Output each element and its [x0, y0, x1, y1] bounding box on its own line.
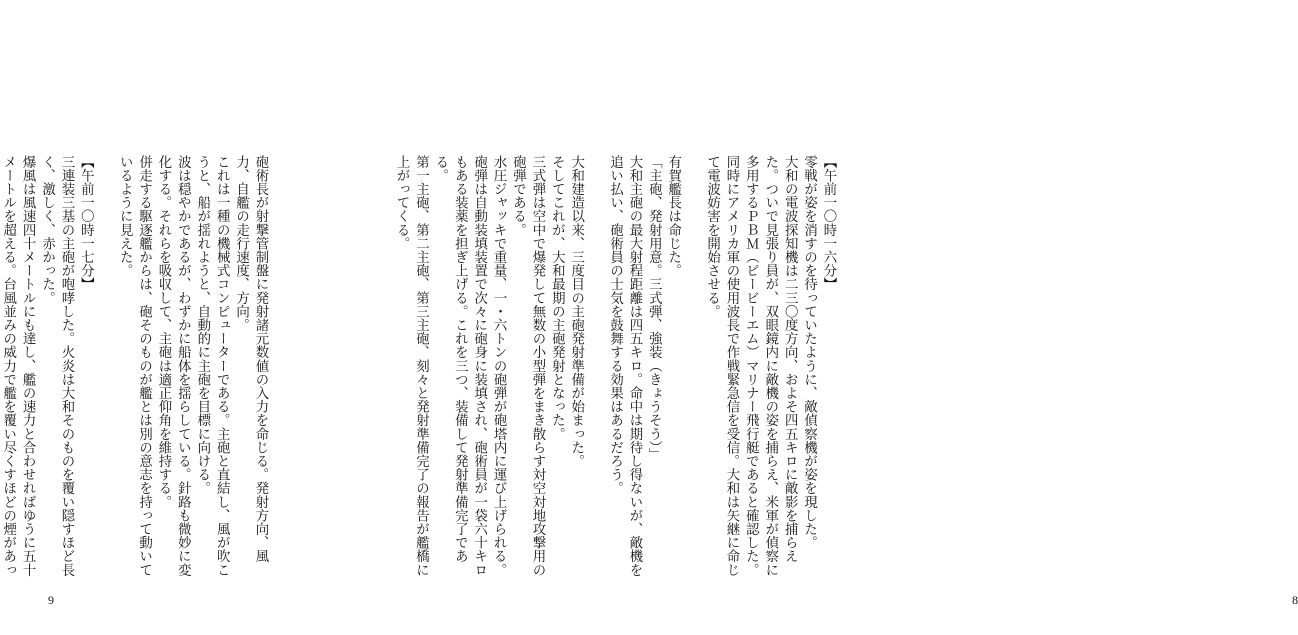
left-page [0, 0, 450, 635]
paragraph: 第一主砲、第二主砲、第三主砲、刻々と発射準備完了の報告が艦橋に上がってくる。 [394, 155, 429, 577]
blank-line [586, 155, 605, 169]
paragraph: 大和主砲の最大射程距離は四五キロ。命中は期待し得ないが、敵機を追い払い、砲術員の士気を鼓舞する効果はあるだろう。 [607, 155, 642, 577]
time-heading: 【午前一〇時一六分】 [821, 155, 836, 291]
paragraph: 「主砲、発射用意。三式弾、強装（きょうそう）」 [646, 155, 662, 462]
paragraph: 砲弾は自動装填装置で次々に砲身に装填され、砲術員が一袋六十キロもある装薬を担ぎ上げる。これを三つ、装備して発射準備完了である。 [432, 155, 487, 577]
blank-line [95, 155, 114, 169]
paragraph: そしてこれが、大和最期の主砲発射となった。 [549, 155, 565, 441]
paragraph: これは一種の機械式コンピューターである。主砲と直結し、風が吹こうと、船が揺れようと、自動的に主砲を目標に向ける。 [194, 155, 230, 577]
paragraph: 三連装三基の主砲が咆哮した。火炎は大和そのものを覆い隠すほど長く、激しく、赤かった。 [39, 155, 74, 577]
right-page [394, 0, 1298, 635]
blank-line [683, 155, 702, 169]
left-page-text [2, 155, 270, 585]
paragraph: 水圧ジャッキで重量、一・六トンの砲弾が砲塔内に運び上げられる。 [491, 155, 507, 577]
paragraph: 大和の電波探知機は二三〇度方向、およそ四五キロに敵影を捕らえた。ついで見張り員が、双眼鏡内に敵機の姿を捕らえ、米軍が偵察に多用するＰＢＭ（ピービーエム）マリナー飛行艇であると確認した。同時にアメリカ軍の使用波長で作戦緊急信を受信。大和は矢継に命じて電波妨害を開始させる。 [704, 155, 798, 577]
paragraph: 三式弾は空中で爆発して無数の小型弾をまき散らす対空対地攻撃用の砲弾である。 [510, 155, 545, 577]
paragraph: 有賀艦長は命じた。 [665, 155, 681, 278]
paragraph: 爆風は風速四十メートルにも達し、艦の速力と合わせればゆうに五十メートルを超える。台風並みの威力で艦を覆い尽くすほどの煙があっ [0, 155, 36, 577]
right-page-text [394, 155, 838, 585]
paragraph: 砲術長が射撃管制盤に発射諸元数値の入力を命じる。発射方向、風力、自艦の走行速度、方向。 [233, 155, 268, 563]
time-heading: 【午前一〇時一七分】 [78, 155, 94, 291]
paragraph: 波は穏やかであるが、わずかに船体を揺らしている。針路も微妙に変化する。それらを吸収して、主砲は適正仰角を維持する。 [155, 155, 191, 577]
page-number: 8 [1292, 593, 1298, 607]
paragraph: 零戦が姿を消すのを待っていたように、敵偵察機が姿を現した。 [801, 155, 817, 550]
paragraph: 大和建造以来、三度目の主砲発射準備が始まった。 [568, 155, 584, 468]
page-number: 9 [48, 593, 54, 607]
paragraph: 併走する駆逐艦からは、砲そのものが艦とは別の意志を持って動いているように見えた。 [117, 155, 152, 577]
